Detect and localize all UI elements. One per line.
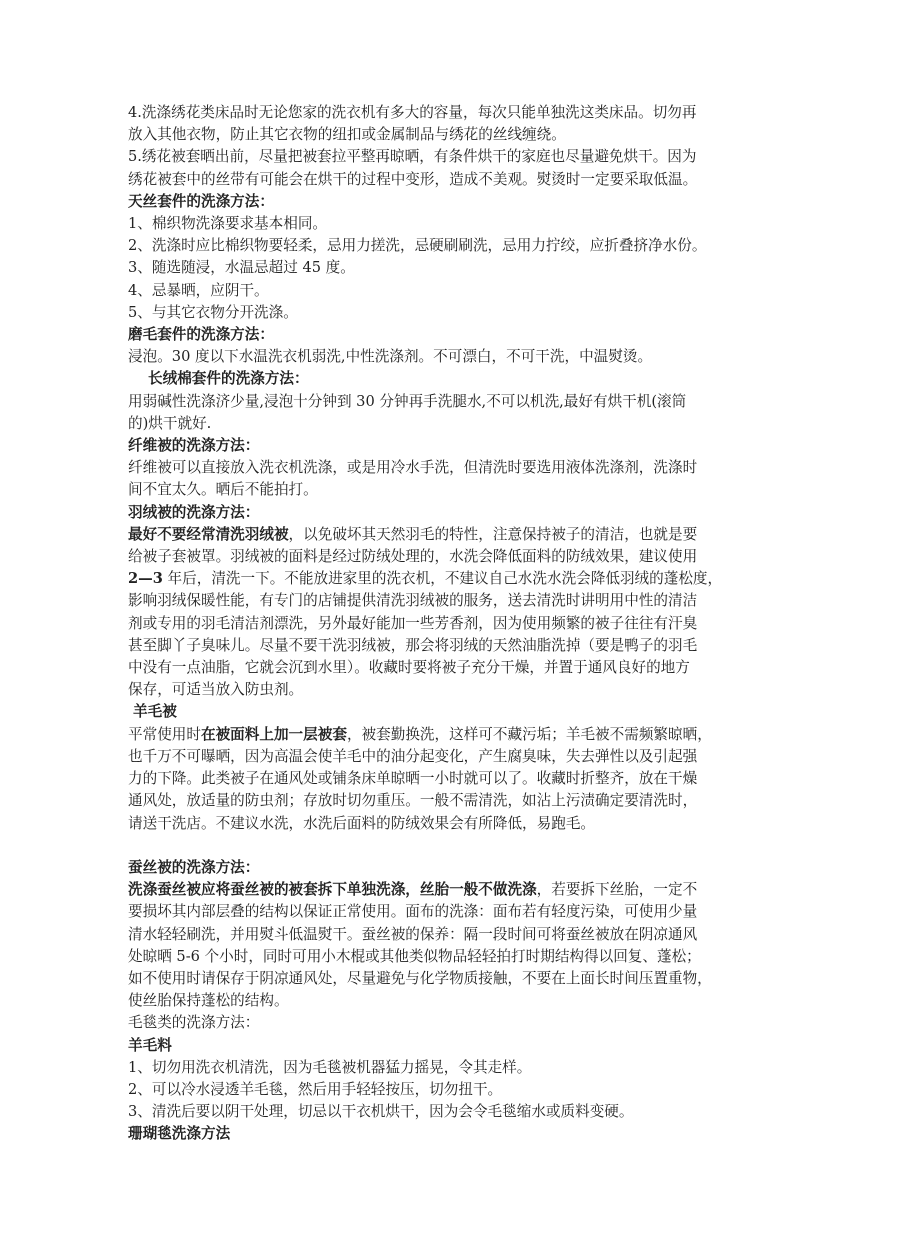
text-span: ，以免破坏其天然羽毛的特性，注意保持被子的清洁，也就是要 bbox=[288, 525, 698, 543]
text-line: 中没有一点油脂，它就会沉到水里）。收藏时要将被子充分干燥，并置于通风良好的地方 bbox=[128, 659, 690, 677]
text-line: 放入其他衣物，防止其它衣物的纽扣或金属制品与绣花的丝线缠绕。 bbox=[128, 126, 566, 144]
text-line: 力的下降。此类被子在通风处或铺条床单晾晒一小时就可以了。收藏时折整齐，放在干燥 bbox=[128, 770, 698, 788]
section-heading-silk-quilt: 蚕丝被的洗涤方法： bbox=[128, 858, 260, 876]
list-item: 2、可以冷水浸透羊毛毯，然后用手轻轻按压，切勿扭干。 bbox=[128, 1080, 503, 1098]
bold-phrase: 最好不要经常清洗羽绒被 bbox=[128, 525, 289, 543]
list-item: 3、随选随浸，水温忌超过 45 度。 bbox=[128, 259, 355, 277]
list-item: 3、清洗后要以阴干处理，切忌以干衣机烘干，因为会令毛毯缩水或质料变硬。 bbox=[128, 1103, 634, 1121]
list-item: 4、忌暴晒，应阴干。 bbox=[128, 281, 269, 299]
text-line: 4.洗涤绣花类床品时无论您家的洗衣机有多大的容量，每次只能单独洗这类床品。切勿再 bbox=[128, 104, 697, 121]
text-line bbox=[128, 524, 794, 546]
text-line: 的)烘干就好. bbox=[128, 414, 212, 432]
text-line: 浸泡。30 度以下水温洗衣机弱洗,中性洗涤剂。不可漂白，不可干洗，中温熨烫。 bbox=[128, 348, 653, 366]
text-line bbox=[128, 568, 794, 590]
bold-phrase: 2—3 bbox=[128, 570, 163, 588]
text-span: 年后，清洗一下。不能放进家里的洗衣机，不建议自己水洗水洗会降低羽绒的蓬松度， bbox=[162, 570, 723, 588]
document-body bbox=[128, 102, 794, 1146]
text-line: 剂或专用的羽毛清洁剂漂洗，另外最好能加一些芳香剂，因为使用频繁的被子往往有汗臭 bbox=[128, 614, 698, 632]
text-line: 用弱碱性洗涤济少量,浸泡十分钟到 30 分钟再手洗腿水,不可以机洗,最好有烘干机(滚筒 bbox=[128, 392, 687, 410]
text-line: 影响羽绒保暖性能，有专门的店铺提供清洗羽绒被的服务，送去清洗时讲明用中性的清洁 bbox=[128, 592, 698, 610]
text-line: 清水轻轻刷洗，并用熨斗低温熨干。蚕丝被的保养：隔一段时间可将蚕丝被放在阴凉通风 bbox=[128, 925, 698, 943]
text-line: 使丝胎保持蓬松的结构。 bbox=[128, 992, 289, 1010]
section-heading-coral-blanket: 珊瑚毯洗涤方法 bbox=[128, 1125, 231, 1143]
text-line: 间不宜太久。晒后不能拍打。 bbox=[128, 481, 318, 499]
list-item: 2、洗涤时应比棉织物要轻柔，忌用力搓洗，忌硬刷刷洗，忌用力拧绞，应折叠挤净水份。 bbox=[128, 237, 707, 255]
subheading-wool-material: 羊毛料 bbox=[128, 1036, 172, 1054]
text-span: 平常使用时 bbox=[128, 725, 201, 743]
text-line: 绣花被套中的丝带有可能会在烘干的过程中变形，造成不美观。熨烫时一定要采取低温。 bbox=[128, 170, 698, 188]
section-heading-wool-quilt: 羊毛被 bbox=[133, 703, 177, 721]
blank-line bbox=[128, 835, 794, 857]
text-line: 也千万不可曝晒，因为高温会使羊毛中的油分起变化，产生腐臭味，失去弹性以及引起强 bbox=[128, 747, 698, 765]
text-line: 请送干洗店。不建议水洗，水洗后面料的防绒效果会有所降低，易跑毛。 bbox=[128, 814, 596, 832]
bold-phrase: 洗涤蚕丝被应将蚕丝被的被套拆下单独洗涤，丝胎一般不做洗涤 bbox=[128, 881, 537, 899]
text-line bbox=[128, 724, 794, 746]
list-item: 1、切勿用洗衣机清洗，因为毛毯被机器猛力摇晃，令其走样。 bbox=[128, 1058, 532, 1076]
section-heading-down-quilt: 羽绒被的洗涤方法： bbox=[128, 503, 260, 521]
section-heading-fiber-quilt: 纤维被的洗涤方法： bbox=[128, 437, 260, 455]
text-line: 保存，可适当放入防虫剂。 bbox=[128, 681, 304, 699]
text-span: ，被套勤换洗，这样可不藏污垢；羊毛被不需频繁晾晒， bbox=[346, 725, 712, 743]
text-line: 给被子套被罩。羽绒被的面料是经过防绒处理的，水洗会降低面料的防绒效果，建议使用 bbox=[128, 548, 698, 566]
list-item: 1、棉织物洗涤要求基本相同。 bbox=[128, 215, 328, 233]
list-item: 5、与其它衣物分开洗涤。 bbox=[128, 303, 298, 321]
section-heading-long-staple-cotton: 长绒棉套件的洗涤方法： bbox=[148, 370, 309, 388]
text-line: 通风处，放适量的防虫剂；存放时切勿重压。一般不需清洗，如沾上污渍确定要清洗时， bbox=[128, 792, 698, 810]
section-heading-blanket: 毛毯类的洗涤方法： bbox=[128, 1014, 260, 1032]
text-line: 处晾晒 5-6 个小时，同时可用小木棍或其他类似物品轻轻拍打时期结构得以回复、蓬松； bbox=[128, 947, 701, 965]
text-line: 甚至脚丫子臭味儿。尽量不要干洗羽绒被，那会将羽绒的天然油脂洗掉（要是鸭子的羽毛 bbox=[128, 636, 698, 654]
text-span: ，若要拆下丝胎，一定不 bbox=[536, 881, 698, 899]
section-heading-tencel: 天丝套件的洗涤方法： bbox=[128, 192, 274, 210]
bold-phrase: 在被面料上加一层被套 bbox=[200, 725, 347, 743]
text-line: 如不使用时请保存于阴凉通风处，尽量避免与化学物质接触，不要在上面长时间压置重物， bbox=[128, 969, 712, 987]
section-heading-brushed: 磨毛套件的洗涤方法： bbox=[128, 326, 274, 344]
text-line: 5.绣花被套晒出前，尽量把被套拉平整再晾晒，有条件烘干的家庭也尽量避免烘干。因为 bbox=[128, 148, 697, 166]
text-line: 纤维被可以直接放入洗衣机洗涤，或是用冷水手洗，但清洗时要选用液体洗涤剂，洗涤时 bbox=[128, 459, 698, 477]
text-line: 要损坏其内部层叠的结构以保证正常使用。面布的洗涤：面布若有轻度污染，可使用少量 bbox=[128, 903, 698, 921]
text-line bbox=[128, 879, 794, 901]
